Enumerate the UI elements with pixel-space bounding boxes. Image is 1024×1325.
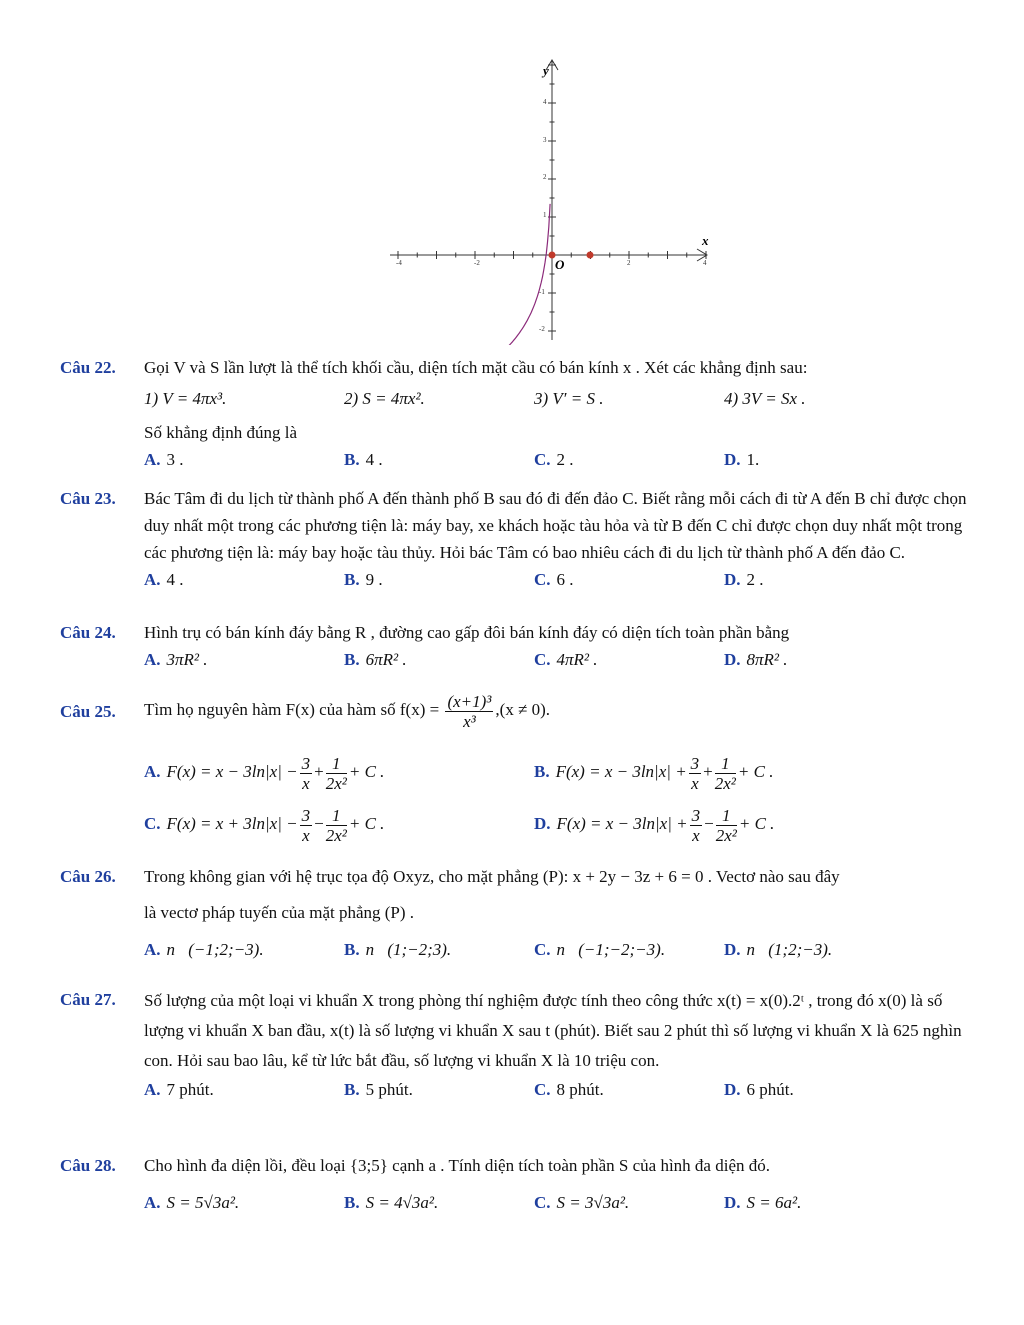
y-axis-label: y	[543, 63, 549, 78]
option-d: D. 8πR² .	[724, 650, 788, 669]
option-b: B. F(x) = x − 3ln|x| + $\frac{3}{x}$ + $\frac{1}{\text{2x²}}$ + C .	[534, 753, 774, 793]
option-a: A. 3 .	[144, 450, 184, 469]
question-stem: Bác Tâm đi du lịch từ thành phố A đến thành phố B sau đó đi đến đảo C. Biết rằng mỗi cách đi từ A đến B chỉ được chọn duy nhất một trong các phương tiện là: máy bay, xe khách hoặc tàu hỏa và từ B đến C chỉ được chọn duy nhất một trong các phương tiện là: máy bay hoặc tàu thủy. Hỏi bác Tâm có bao nhiêu cách đi du lịch từ thành phố A đến đảo C.	[144, 489, 967, 562]
question-stem: Gọi V và S lần lượt là thể tích khối cầu, diện tích mặt cầu có bán kính x . Xét các khẳng định sau:	[144, 358, 808, 377]
option-a: A. 3πR² .	[144, 650, 208, 669]
question-stem: Tìm họ nguyên hàm F(x) của hàm số f(x) = $\frac{\text{(x+1)³}}{\text{x³}}$ ,(x ≠ 0).	[144, 691, 551, 731]
question-stem: Số lượng của một loại vi khuẩn X trong phòng thí nghiệm được tính theo công thức x(t) = x(0).2ᵗ , trong đó x(0) là số lượng vi khuẩn X ban đầu, x(t) là số lượng vi khuẩn X sau t (phút). Biết sau 2 phút thì số lượng vi khuẩn X là 625 nghìn con. Hỏi sau bao lâu, kể từ lức bắt đầu, số lượng vi khuẩn X là 10 triệu con.	[144, 991, 962, 1070]
question-stem: Trong không gian với hệ trục tọa độ Oxyz, cho mặt phẳng (P): x + 2y − 3z + 6 = 0 . Vectơ nào sau đây	[144, 867, 840, 886]
origin-label: O	[555, 257, 565, 272]
option-c: C. 2 .	[534, 450, 574, 469]
option-c: C. 8 phút.	[534, 1080, 604, 1099]
question-stem: Cho hình đa diện lồi, đều loại {3;5} cạnh a . Tính diện tích toàn phần S của hình đa diện đó.	[144, 1156, 770, 1175]
option-b: B. 4 .	[344, 450, 383, 469]
x-tick-2: 2	[627, 259, 631, 267]
function-graph	[385, 55, 720, 345]
question-25	[60, 682, 970, 846]
option-d: D. n⃗(1;2;−3).	[724, 940, 833, 959]
function-curve	[398, 204, 550, 345]
option-b: B. n⃗(1;−2;3).	[344, 940, 452, 959]
statement-3: 3) V′ = S .	[534, 389, 604, 408]
option-d: D. 1.	[724, 450, 760, 469]
question-stem: Hình trụ có bán kính đáy bằng R , đường cao gấp đôi bán kính đáy có diện tích toàn phần bằng	[144, 623, 790, 642]
option-a: A. S = 5√3a².	[144, 1193, 240, 1212]
y-tick-2: 2	[543, 173, 547, 181]
point-origin	[549, 252, 556, 259]
option-b: B. 6πR² .	[344, 650, 407, 669]
question-24	[60, 619, 970, 676]
statement-4: 4) 3V = Sx .	[724, 389, 806, 408]
y-tick-neg2: -2	[539, 325, 545, 333]
question-22	[60, 354, 970, 476]
question-number: Câu 27.	[60, 990, 116, 1009]
option-d: D. 2 .	[724, 570, 764, 589]
option-d: D. 6 phút.	[724, 1080, 794, 1099]
y-tick-3: 3	[543, 136, 547, 144]
x-tick-neg2: -2	[474, 259, 480, 267]
option-c: C. n⃗(−1;−2;−3).	[534, 940, 666, 959]
point-x1	[587, 252, 594, 259]
option-b: B. S = 4√3a².	[344, 1193, 439, 1212]
option-c: C. S = 3√3a².	[534, 1193, 630, 1212]
question-number: Câu 25.	[60, 702, 116, 721]
option-a: A. 4 .	[144, 570, 184, 589]
question-28	[60, 1152, 970, 1219]
question-23	[60, 485, 970, 596]
y-tick-1: 1	[543, 211, 547, 219]
option-b: B. 5 phút.	[344, 1080, 413, 1099]
statement-1: 1) V = 4πx³.	[144, 389, 227, 408]
option-c: C. 6 .	[534, 570, 574, 589]
y-tick-neg1: -1	[539, 288, 545, 296]
x-tick-4: 4	[703, 259, 707, 267]
option-d: D. S = 6a².	[724, 1193, 802, 1212]
option-c: C. 4πR² .	[534, 650, 598, 669]
question-number: Câu 28.	[60, 1156, 116, 1175]
option-c: C. F(x) = x + 3ln|x| − $\frac{3}{x}$ − $\frac{1}{\text{2x²}}$ + C .	[144, 805, 385, 845]
option-a: A. 7 phút.	[144, 1080, 214, 1099]
x-tick-neg4: -4	[396, 259, 402, 267]
option-a: A. F(x) = x − 3ln|x| − $\frac{3}{x}$ + $\frac{1}{\text{2x²}}$ + C .	[144, 753, 385, 793]
question-ask: Số khẳng định đúng là	[144, 423, 297, 442]
question-number: Câu 26.	[60, 867, 116, 886]
x-axis-label: x	[702, 233, 709, 248]
option-a: A. n⃗(−1;2;−3).	[144, 940, 264, 959]
question-stem-2: là vectơ pháp tuyến của mặt phẳng (P) .	[144, 903, 415, 922]
question-27	[60, 986, 970, 1106]
question-number: Câu 23.	[60, 489, 116, 508]
y-tick-4: 4	[543, 98, 547, 106]
option-d: D. F(x) = x − 3ln|x| + $\frac{3}{x}$ − $\frac{1}{\text{2x²}}$ + C .	[534, 805, 775, 845]
statement-2: 2) S = 4πx².	[344, 389, 425, 408]
question-number: Câu 22.	[60, 358, 116, 377]
question-number: Câu 24.	[60, 623, 116, 642]
question-26	[60, 863, 970, 966]
option-b: B. 9 .	[344, 570, 383, 589]
